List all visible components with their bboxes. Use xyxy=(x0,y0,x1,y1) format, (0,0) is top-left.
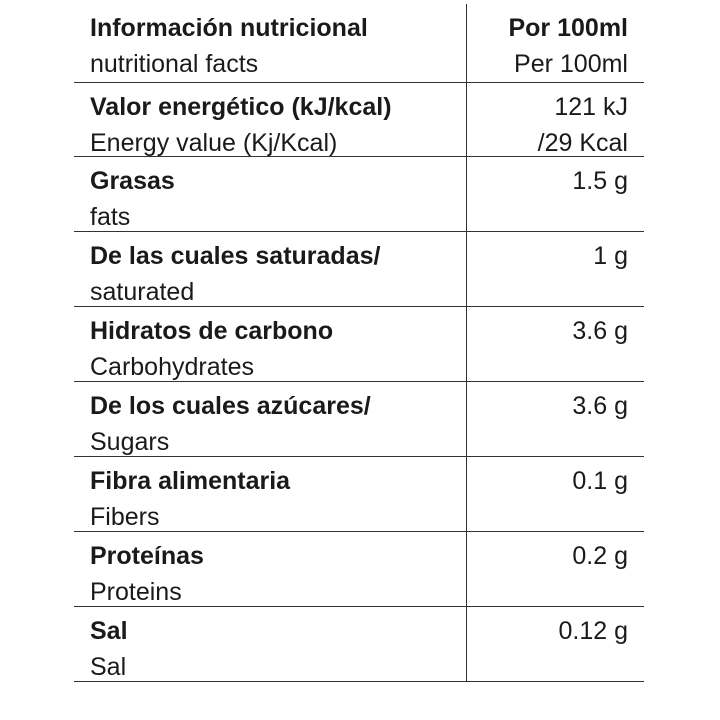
header-label-cell xyxy=(74,4,467,82)
nutrient-value-cell xyxy=(467,232,644,306)
nutrient-value-cell xyxy=(467,382,644,456)
energy-value-kj: 121 kJ xyxy=(554,93,628,121)
nutrient-label: De las cuales saturadas/ xyxy=(90,242,381,270)
energy-label-en: Energy value (Kj/Kcal) xyxy=(90,129,338,157)
table-header-row xyxy=(74,4,644,82)
nutrient-value: 1 g xyxy=(593,242,628,270)
nutrient-label: De los cuales azúcares/ xyxy=(90,392,371,420)
nutrient-label-en: fats xyxy=(90,203,131,231)
nutrient-label: Grasas xyxy=(90,167,175,195)
nutrient-label-en: Proteins xyxy=(90,578,182,606)
header-title-en: nutritional facts xyxy=(90,50,259,78)
nutrient-label-cell xyxy=(74,532,467,606)
energy-label-cell xyxy=(74,83,467,156)
nutrient-value-cell xyxy=(467,457,644,531)
nutrient-label-en: Sugars xyxy=(90,428,170,456)
nutrient-label-cell xyxy=(74,457,467,531)
energy-value-kcal: /29 Kcal xyxy=(537,129,628,157)
header-serving: Por 100ml xyxy=(508,14,628,42)
nutrient-value: 0.12 g xyxy=(558,617,628,645)
nutrient-value: 1.5 g xyxy=(572,167,628,195)
table-row xyxy=(74,606,644,681)
nutrient-value: 0.2 g xyxy=(572,542,628,570)
header-serving-en: Per 100ml xyxy=(514,50,628,78)
energy-value-cell xyxy=(467,83,644,156)
nutrient-label-en: saturated xyxy=(90,278,195,306)
nutrient-label: Fibra alimentaria xyxy=(90,467,291,495)
nutrient-label-cell xyxy=(74,307,467,381)
nutrient-value-cell xyxy=(467,607,644,681)
nutrient-value-cell xyxy=(467,157,644,231)
nutrient-value-cell xyxy=(467,307,644,381)
nutrient-label: Hidratos de carbono xyxy=(90,317,334,345)
energy-row xyxy=(74,82,644,156)
energy-label: Valor energético (kJ/kcal) xyxy=(90,93,392,121)
table-row xyxy=(74,456,644,531)
nutrient-value: 0.1 g xyxy=(572,467,628,495)
table-row xyxy=(74,231,644,306)
nutrient-value: 3.6 g xyxy=(572,392,628,420)
nutrient-value: 3.6 g xyxy=(572,317,628,345)
nutrient-label-cell xyxy=(74,157,467,231)
nutrient-value-cell xyxy=(467,532,644,606)
nutrient-label: Sal xyxy=(90,617,128,645)
table-row xyxy=(74,156,644,231)
header-title: Información nutricional xyxy=(90,14,368,42)
table-row xyxy=(74,531,644,606)
nutrient-label-cell xyxy=(74,232,467,306)
nutrient-label-cell xyxy=(74,382,467,456)
nutrition-facts-table xyxy=(74,4,644,682)
header-value-cell xyxy=(467,4,644,82)
table-row xyxy=(74,381,644,456)
nutrient-label-en: Fibers xyxy=(90,503,160,531)
nutrient-label-en: Carbohydrates xyxy=(90,353,254,381)
nutrient-label-en: Sal xyxy=(90,653,127,681)
nutrient-label: Proteínas xyxy=(90,542,204,570)
nutrient-label-cell xyxy=(74,607,467,681)
table-row xyxy=(74,306,644,381)
